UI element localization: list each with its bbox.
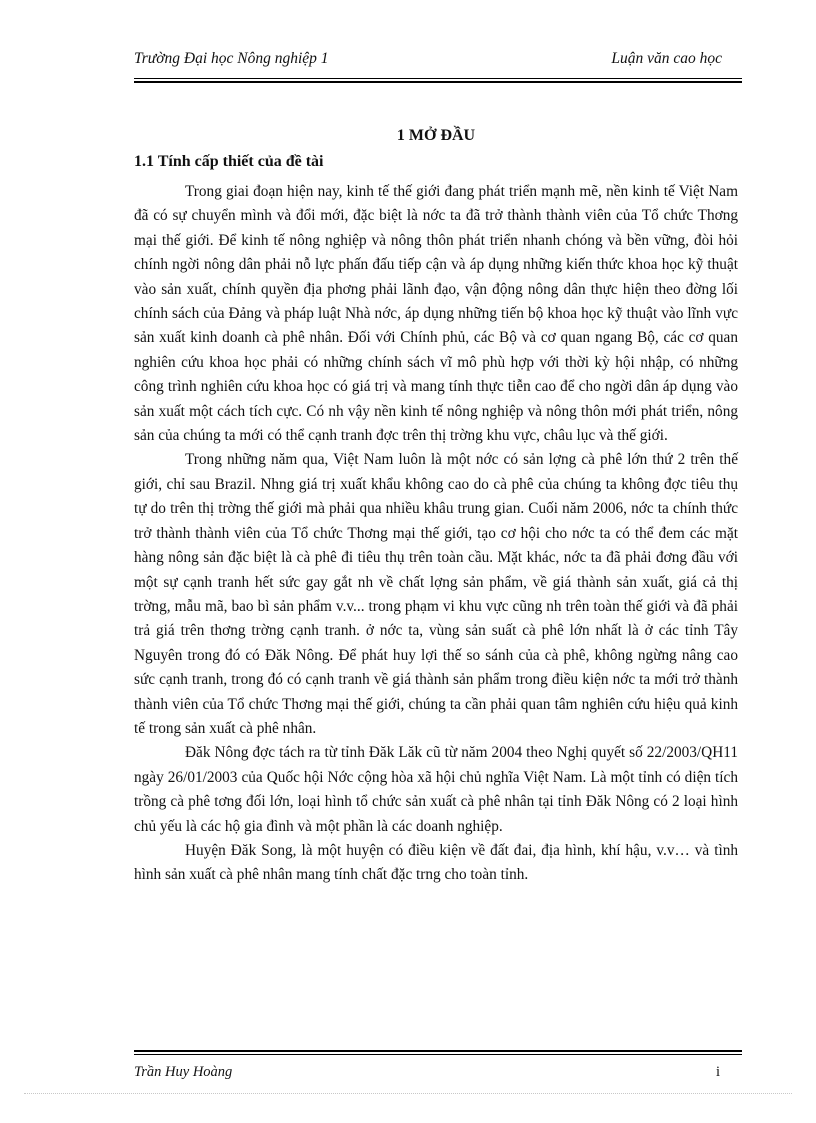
paragraph-4: Huyện Đăk Song, là một huyện có điều kiện về đất đai, địa hình, khí hậu, v.v… và tình hình sản xuất cà phê nhân mang tính chất đặc trng cho toàn tỉnh. <box>134 841 738 884</box>
body-text <box>134 180 738 888</box>
header-university: Trường Đại học Nông nghiệp 1 <box>134 50 329 67</box>
footer-divider <box>134 1050 742 1055</box>
paragraph-3: Đăk Nông đợc tách ra từ tỉnh Đăk Lăk cũ từ năm 2004 theo Nghị quyết số 22/2003/QH11 ngày 26/01/2003 của Quốc hội Nớc cộng hòa xã hội chủ nghĩa Việt Nam. Là một tỉnh có diện tích trồng cà phê tơng đối lớn, loại hình tổ chức sản xuất cà phê nhân tại tỉnh Đăk Nông có 2 loại hình chủ yếu là các hộ gia đình và một phần là các doanh nghiệp. <box>134 744 738 835</box>
page-number: i <box>715 1064 720 1080</box>
header-divider <box>134 78 742 83</box>
chapter-title: 1 MỞ ĐẦU <box>396 127 476 144</box>
page-footer <box>134 1064 720 1084</box>
page-header <box>134 50 722 72</box>
header-document-type: Luận văn cao học <box>611 50 722 67</box>
paragraph-2: Trong những năm qua, Việt Nam luôn là một nớc có sản lợng cà phê lớn thứ 2 trên thế giới, chỉ sau Brazil. Nhng giá trị xuất khẩu không cao do cà phê của chúng ta không đợc tiêu thụ tự do trên thị trờng thế giới mà phải qua nhiều khâu trung gian. Cuối năm 2006, nớc ta chính thức trở thành thành viên của Tổ chức Thơng mại thế giới, tạo cơ hội cho nớc ta có thể đem các mặt hàng nông sản đặc biệt là cà phê đi tiêu thụ trên toàn cầu. Mặt khác, nớc ta đã phải đơng đầu với một sự cạnh tranh hết sức gay gắt nh về chất lợng sản phẩm, về giá thành sản xuất, giá cả thị trờng, mẫu mã, bao bì sản phẩm v.v... trong phạm vi khu vực cũng nh trên toàn thế giới và đã phải trả giá trên thơng trờng cạnh tranh. ở nớc ta, vùng sản suất cà phê lớn nhất là ở các tỉnh Tây Nguyên trong đó có Đăk Nông. Để phát huy lợi thế so sánh của cà phê, không ngừng nâng cao sức cạnh tranh, trong đó có cạnh tranh về giá thành sản phẩm trong điều kiện nớc ta mới trở thành thành viên của Tổ chức Thơng mại thế giới, chúng ta cần phải quan tâm nghiên cứu hiệu quả kinh tế trong sản xuất cà phê nhân. <box>134 451 738 737</box>
footer-author: Trần Huy Hoàng <box>134 1064 233 1080</box>
section-title: 1.1 Tính cấp thiết của đề tài <box>134 153 324 170</box>
page-edge-divider <box>24 1093 792 1094</box>
paragraph-1: Trong giai đoạn hiện nay, kinh tế thế giới đang phát triển mạnh mẽ, nền kinh tế Việt Nam đã có sự chuyển mình và đổi mới, đặc biệt là nớc ta đã trở thành thành viên của Tổ chức Thơng mại thế giới. Để kinh tế nông nghiệp và nông thôn phát triển nhanh chóng và bền vững, đòi hỏi chính ngời nông dân phải nỗ lực phấn đấu tiếp cận và áp dụng những kiến thức khoa học kỹ thuật vào sản xuất, chính quyền địa phơng phải lãnh đạo, vận động nông dân thực hiện theo đờng lối chính sách của Đảng và pháp luật Nhà nớc, áp dụng những tiến bộ khoa học kỹ thuật vào lĩnh vực sản xuất kinh doanh cà phê nhân. Đối với Chính phủ, các Bộ và cơ quan ngang Bộ, các cơ quan nghiên cứu khoa học phải có những chính sách vĩ mô phù hợp với thời kỳ hội nhập, có những công trình nghiên cứu khoa học có giá trị và mang tính thực tiễn cao để cho ngời dân áp dụng vào sản xuất một cách tích cực. Có nh vậy nền kinh tế nông nghiệp và nông thôn mới phát triển, nông sản của chúng ta mới có thể cạnh tranh đợc trên thị trờng khu vực, châu lục và thế giới. <box>134 183 738 445</box>
